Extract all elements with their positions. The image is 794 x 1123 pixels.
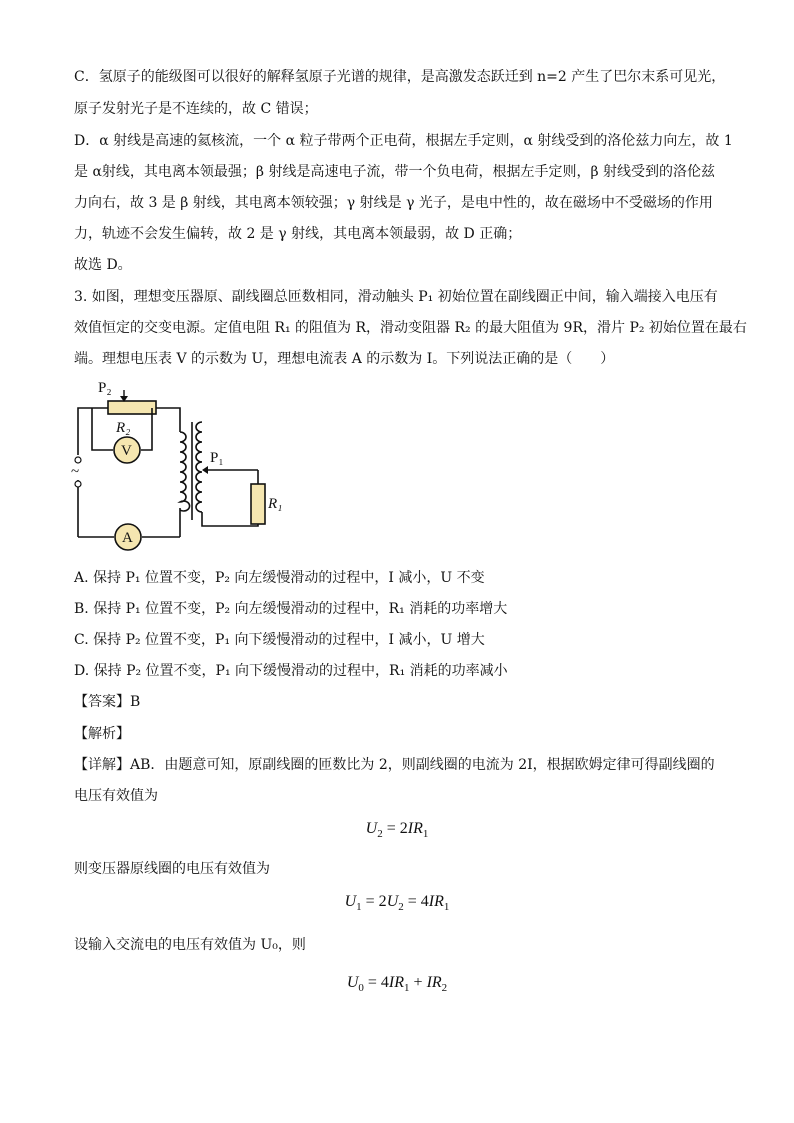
ac-source-symbol: ~	[71, 464, 80, 480]
question-line-3: 端。理想电压表 V 的示数为 U，理想电流表 A 的示数为 I。下列说法正确的是（ ）	[74, 351, 615, 367]
p1-label: P₁	[210, 450, 224, 466]
detail-line-4: 设输入交流电的电压有效值为 U₀，则	[74, 937, 306, 953]
r1-label: R₁	[268, 496, 283, 512]
para-line-4: 是 α射线，其电离本领最强；β 射线是高速电子流，带一个负电荷，根据左手定则，β 射线受到的洛伦兹	[74, 164, 715, 180]
option-c: C. 保持 P₂ 位置不变，P₁ 向下缓慢滑动的过程中，I 减小，U 增大	[74, 632, 485, 648]
p2-label: P₂	[98, 380, 112, 396]
option-d: D. 保持 P₂ 位置不变，P₁ 向下缓慢滑动的过程中，R₁ 消耗的功率减小	[74, 663, 508, 679]
equation-3: $U_0 = 4IR_1 + IR_2$	[346, 974, 448, 995]
voltmeter-label: V	[121, 443, 132, 459]
question-line-1: 3. 如图，理想变压器原、副线圈总匝数相同，滑动触头 P₁ 初始位置在副线圈正中间，输入端接入电压有	[74, 289, 718, 305]
question-line-2: 效值恒定的交变电源。定值电阻 R₁ 的阻值为 R，滑动变阻器 R₂ 的最大阻值为 9R，滑片 P₂ 初始位置在最右	[74, 320, 747, 336]
option-b: B. 保持 P₁ 位置不变，P₂ 向左缓慢滑动的过程中，R₁ 消耗的功率增大	[74, 601, 508, 617]
para-line-2: 原子发射光子是不连续的，故 C 错误；	[74, 101, 318, 117]
para-line-3: D．α 射线是高速的氦核流，一个 α 粒子带两个正电荷，根据左手定则，α 射线受到的洛伦兹力向左，故 1	[74, 133, 733, 149]
para-line-6: 力，轨迹不会发生偏转，故 2 是 γ 射线，其电离本领最弱，故 D 正确；	[74, 226, 522, 242]
analysis-label: 【解析】	[74, 726, 130, 742]
para-line-1: C．氢原子的能级图可以很好的解释氢原子光谱的规律，是高激发态跃迁到 n=2 产生了巴尔末系可见光，	[74, 69, 726, 85]
equation-2: $U_1 = 2U_2 = 4IR_1$	[344, 893, 450, 914]
detail-line-2: 电压有效值为	[74, 788, 158, 804]
r2-label: R₂	[116, 420, 131, 436]
detail-line-1: 【详解】AB．由题意可知，原副线圈的匝数比为 2，则副线圈的电流为 2I，根据欧姆定律可得副线圈的	[74, 757, 715, 773]
option-a: A. 保持 P₁ 位置不变，P₂ 向左缓慢滑动的过程中，I 减小，U 不变	[74, 570, 485, 586]
equation-1: $U_2 = 2IR_1$	[365, 820, 429, 841]
para-line-7: 故选 D。	[74, 257, 132, 273]
para-line-5: 力向右，故 3 是 β 射线，其电离本领较强；γ 射线是 γ 光子，是电中性的，故在磁场中不受磁场的作用	[74, 195, 713, 211]
answer-line: 【答案】B	[74, 694, 141, 710]
detail-line-3: 则变压器原线圈的电压有效值为	[74, 861, 270, 877]
ammeter-label: A	[122, 530, 133, 546]
transformer-circuit-diagram	[68, 380, 298, 555]
